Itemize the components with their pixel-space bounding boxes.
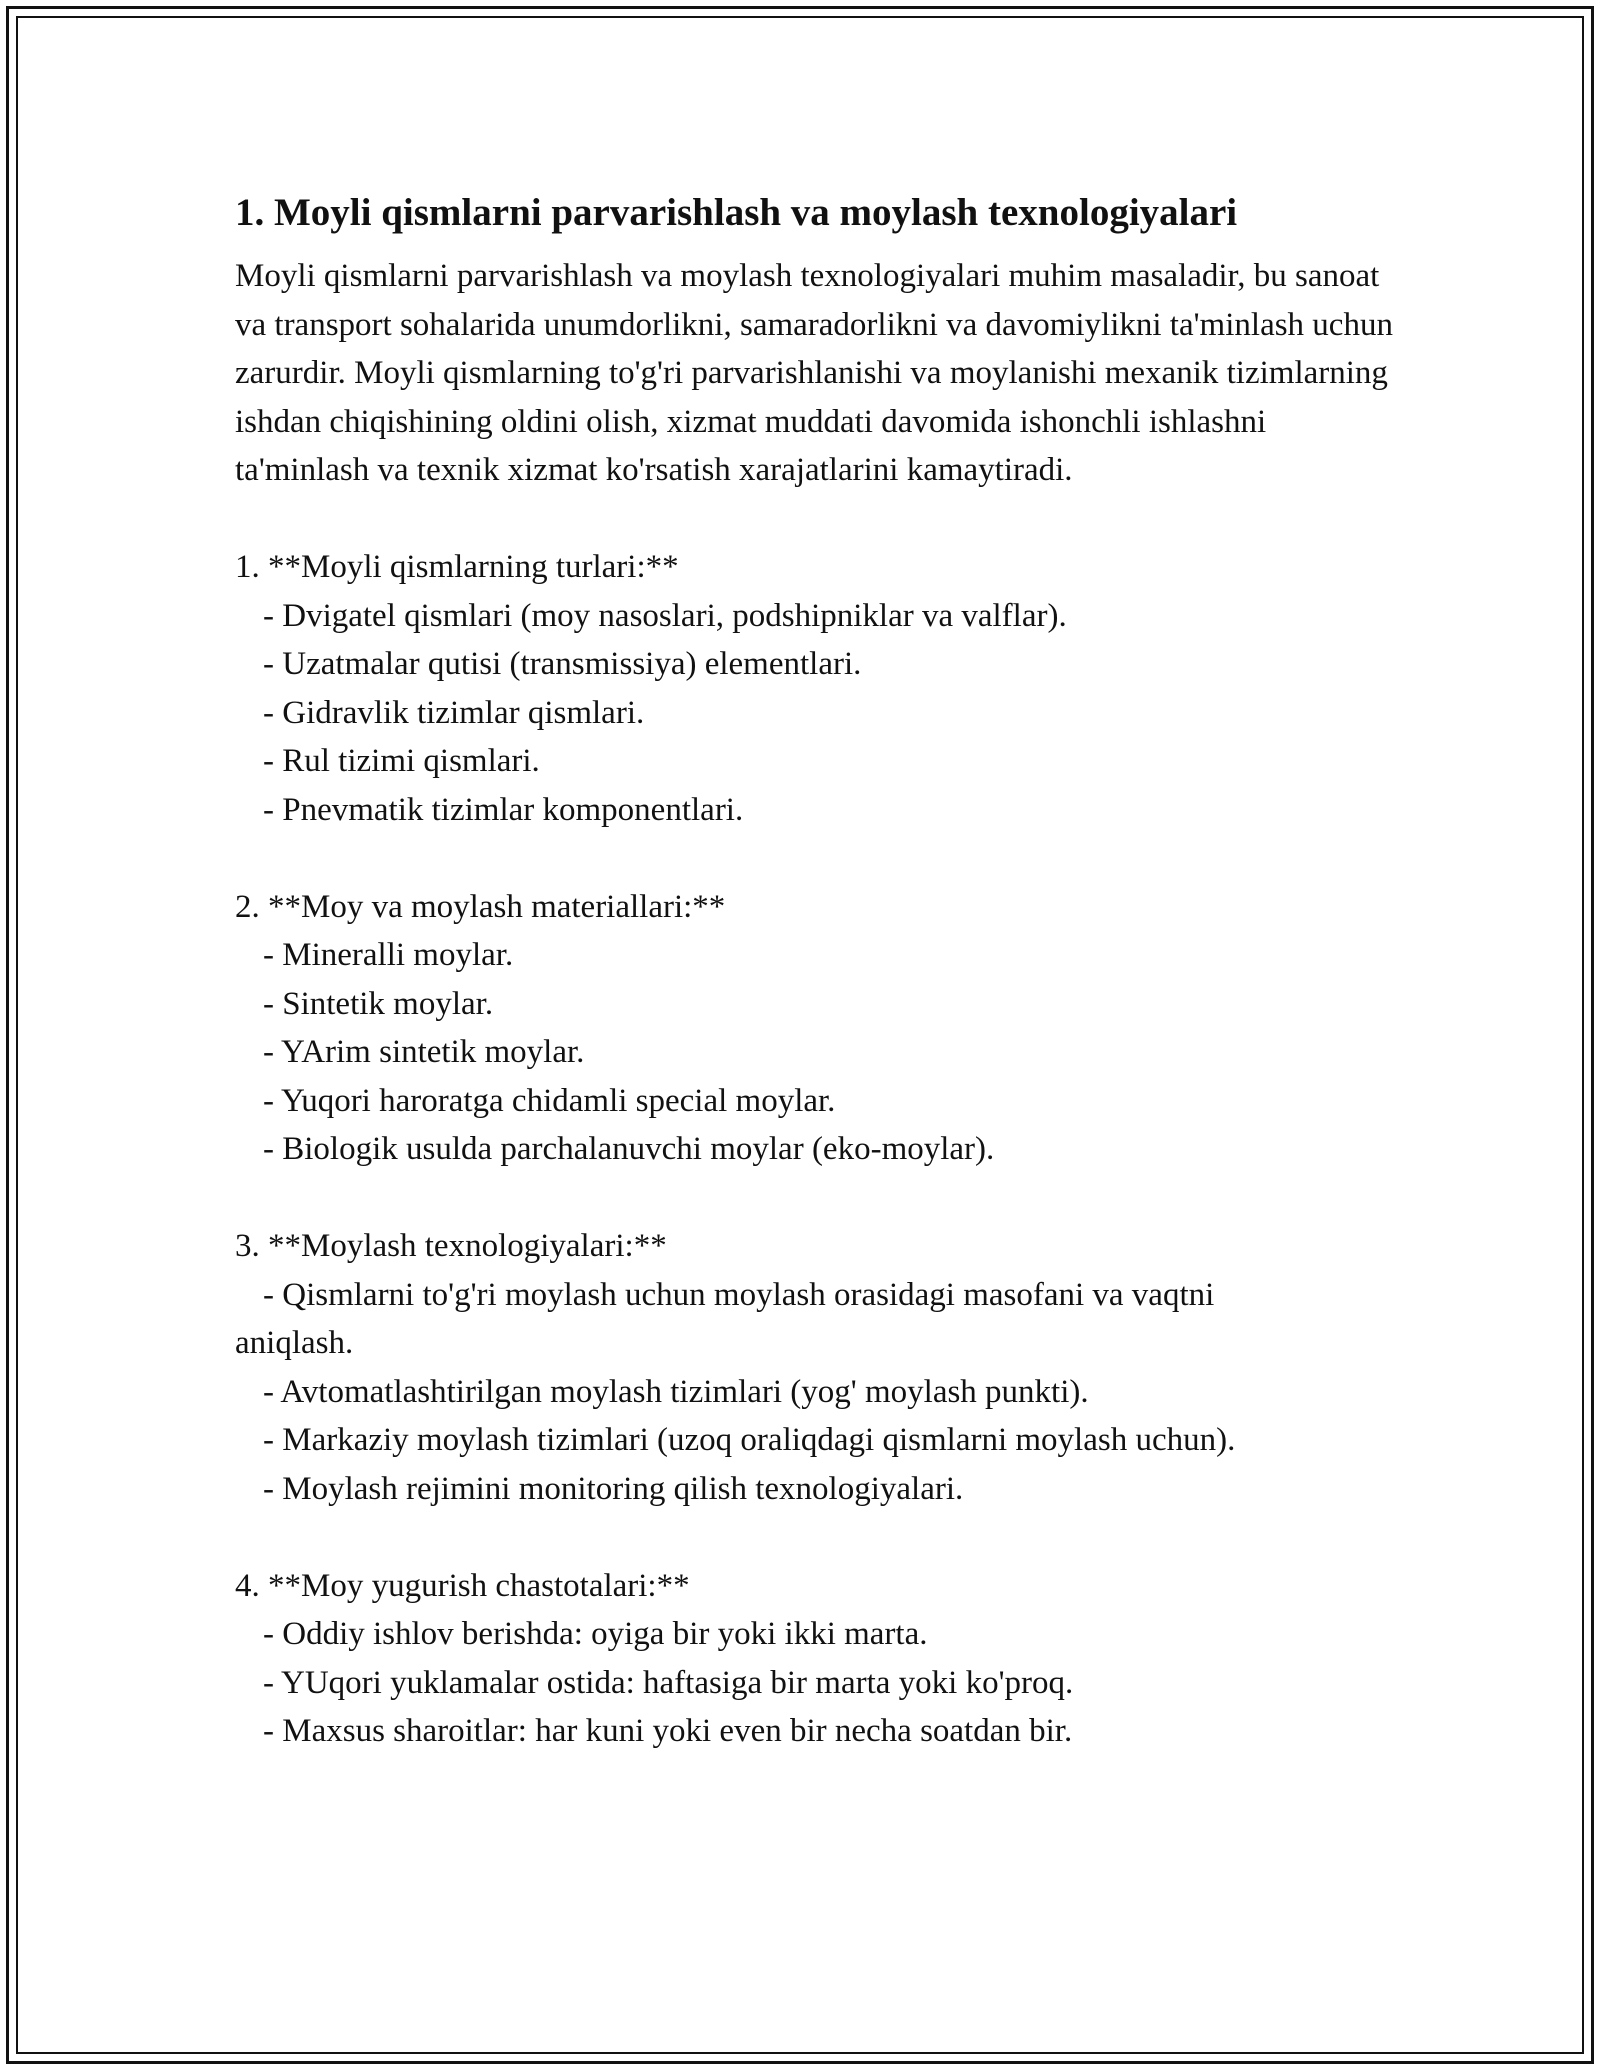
list-item: - Mineralli moylar. <box>263 937 514 973</box>
list-item: - Maxsus sharoitlar: har kuni yoki even bir necha soatdan bir. <box>263 1713 1073 1749</box>
intro-paragraph: Moyli qismlarni parvarishlash va moylash texnologiyalari muhim masaladir, bu sanoat va transport sohalarida unumdorlikni, samaradorlikni va davomiylikni ta'minlash uchun zarurdir. Moyli qismlarning to'g'ri parvarishlanishi va moylanishi mexanik tizimlarning ishdan chiqishining oldini olish, xizmat muddati davomida ishonchli ishlashni ta'minlash va texnik xizmat ko'rsatish xarajatlarini kamaytiradi. <box>235 258 1393 488</box>
list-item: - Sintetik moylar. <box>263 985 494 1022</box>
list-item: - Gidravlik tizimlar qismlari. <box>263 694 645 731</box>
document-body <box>235 186 1395 1756</box>
list-item: - Rul tizimi qismlari. <box>263 743 540 779</box>
section-title: 2. **Moy va moylash materiallari:** <box>235 888 726 925</box>
section-types <box>235 543 1395 834</box>
list-item-continuation: aniqlash. <box>235 1325 354 1361</box>
list-item: - Qismlarni to'g'ri moylash uchun moylash orasidagi masofani va vaqtni <box>263 1276 1215 1313</box>
section-technologies <box>235 1222 1395 1513</box>
section-materials <box>235 883 1395 1174</box>
list-item: - Oddiy ishlov berishda: oyiga bir yoki ikki marta. <box>263 1616 928 1652</box>
section-title: 3. **Moylash texnologiyalari:** <box>235 1228 667 1264</box>
list-item: - Avtomatlashtirilgan moylash tizimlari (yog' moylash punkti). <box>263 1373 1089 1410</box>
section-frequencies <box>235 1562 1395 1756</box>
section-title: 4. **Moy yugurish chastotalari:** <box>235 1567 690 1604</box>
list-item: - Dvigatel qismlari (moy nasoslari, podshipniklar va valflar). <box>263 597 1067 634</box>
list-item: - Yuqori haroratga chidamli special moylar. <box>263 1082 836 1119</box>
section-title: 1. **Moyli qismlarning turlari:** <box>235 549 679 585</box>
list-item: - Markaziy moylash tizimlari (uzoq oraliqdagi qismlarni moylash uchun). <box>263 1422 1236 1458</box>
list-item: - YUqori yuklamalar ostida: haftasiga bir marta yoki ko'proq. <box>263 1664 1074 1701</box>
list-item: - YArim sintetik moylar. <box>263 1034 585 1070</box>
list-item: - Uzatmalar qutisi (transmissiya) elementlari. <box>263 646 862 682</box>
list-item: - Pnevmatik tizimlar komponentlari. <box>263 791 744 828</box>
list-item: - Moylash rejimini monitoring qilish texnologiyalari. <box>263 1470 964 1507</box>
list-item: - Biologik usulda parchalanuvchi moylar (eko-moylar). <box>263 1131 995 1167</box>
document-heading: 1. Moyli qismlarni parvarishlash va moylash texnologiyalari <box>235 191 1238 234</box>
